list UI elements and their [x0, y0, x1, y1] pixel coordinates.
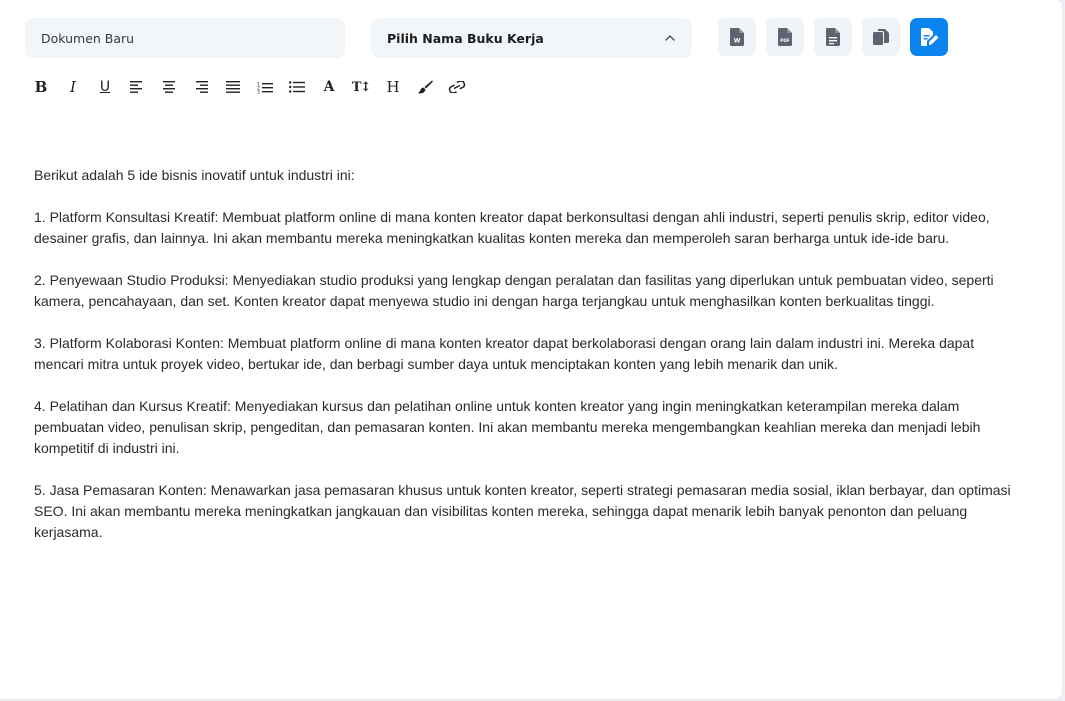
- copy-icon: [872, 28, 890, 46]
- paragraph: 2. Penyewaan Studio Produksi: Menyediakan studio produksi yang lengkap dengan peralatan dan fasilitas yang diperlukan untuk pembuatan video, seperti kamera, pencahayaan, dan set. Konten kreator dapat menyewa studio ini dengan harga terjangkau untuk menghasilkan konten berkualitas tinggi.: [34, 272, 994, 309]
- export-word-button[interactable]: [718, 18, 756, 56]
- export-pdf-button[interactable]: [766, 18, 804, 56]
- font-size-icon: T↕: [351, 79, 371, 95]
- align-left-icon: [130, 81, 144, 93]
- align-justify-button[interactable]: [217, 74, 249, 100]
- editor-content[interactable]: [34, 165, 1024, 564]
- paragraph: Berikut adalah 5 ide bisnis inovatif untuk industri ini:: [34, 167, 355, 183]
- bold-icon: B: [34, 78, 48, 96]
- bullet-list-icon: [289, 81, 305, 93]
- heading-button[interactable]: [377, 74, 409, 100]
- heading-icon: H: [386, 78, 400, 96]
- workbook-select-label: Pilih Nama Buku Kerja: [387, 30, 544, 46]
- italic-button[interactable]: [57, 74, 89, 100]
- link-button[interactable]: [441, 74, 473, 100]
- paragraph: 3. Platform Kolaborasi Konten: Membuat platform online di mana konten kreator dapat berkolaborasi dengan orang lain dalam industri ini. Mereka dapat mencari mitra untuk proyek video, bertukar ide, dan berbagi sumber daya untuk menciptakan konten yang lebih menarik dan unik.: [34, 335, 975, 372]
- word-file-icon: [730, 28, 744, 46]
- formatting-toolbar: [25, 74, 473, 100]
- link-icon: [448, 81, 466, 93]
- align-right-button[interactable]: [185, 74, 217, 100]
- align-left-button[interactable]: [121, 74, 153, 100]
- paragraph: 4. Pelatihan dan Kursus Kreatif: Menyediakan kursus dan pelatihan online untuk konten kreator yang ingin meningkatkan keterampilan mereka dalam pembuatan video, penulisan skrip, pengeditan, dan pemasaran konten. Ini akan membantu mereka mengembangkan keahlian mereka dan menjadi lebih kompetitif di industri ini.: [34, 398, 981, 456]
- paragraph: 5. Jasa Pemasaran Konten: Menawarkan jasa pemasaran khusus untuk konten kreator, seperti strategi pemasaran media sosial, iklan berbayar, dan optimasi SEO. Ini akan membantu mereka meningkatkan jangkauan dan visibilitas konten mereka, sehingga dapat menarik lebih banyak penonton dan peluang kerjasama.: [34, 482, 1011, 540]
- align-justify-icon: [226, 81, 240, 93]
- underline-button[interactable]: [89, 74, 121, 100]
- font-size-button[interactable]: [345, 74, 377, 100]
- align-center-icon: [162, 81, 176, 93]
- font-color-button[interactable]: [313, 74, 345, 100]
- bullet-list-button[interactable]: [281, 74, 313, 100]
- bold-button[interactable]: [25, 74, 57, 100]
- workbook-select[interactable]: [371, 18, 692, 58]
- paragraph: 1. Platform Konsultasi Kreatif: Membuat platform online di mana konten kreator dapat berkonsultasi dengan ahli industri, seperti penulis skrip, editor video, desainer grafis, dan lainnya. Ini akan membantu mereka meningkatkan kualitas konten mereka dan memperoleh saran berharga untuk ide-ide baru.: [34, 209, 990, 246]
- brush-icon: [418, 80, 433, 94]
- save-edit-button[interactable]: [910, 18, 948, 56]
- align-right-icon: [194, 81, 208, 93]
- ordered-list-icon: [257, 81, 273, 94]
- align-center-button[interactable]: [153, 74, 185, 100]
- file-edit-icon: [919, 28, 939, 46]
- italic-icon: I: [70, 78, 76, 96]
- pdf-file-icon: [778, 28, 792, 46]
- document-icon: [826, 28, 840, 46]
- chevron-up-icon: [664, 32, 676, 44]
- document-name-input[interactable]: [25, 18, 345, 58]
- svg-text:2: 2: [257, 86, 260, 91]
- brush-button[interactable]: [409, 74, 441, 100]
- ordered-list-button[interactable]: [249, 74, 281, 100]
- font-color-icon: A: [323, 79, 335, 95]
- copy-button[interactable]: [862, 18, 900, 56]
- svg-text:3: 3: [257, 90, 260, 94]
- svg-text:PDF: PDF: [780, 38, 790, 43]
- svg-text:W: W: [733, 37, 741, 45]
- export-text-button[interactable]: [814, 18, 852, 56]
- underline-icon: U: [99, 79, 111, 95]
- svg-text:1: 1: [257, 82, 260, 87]
